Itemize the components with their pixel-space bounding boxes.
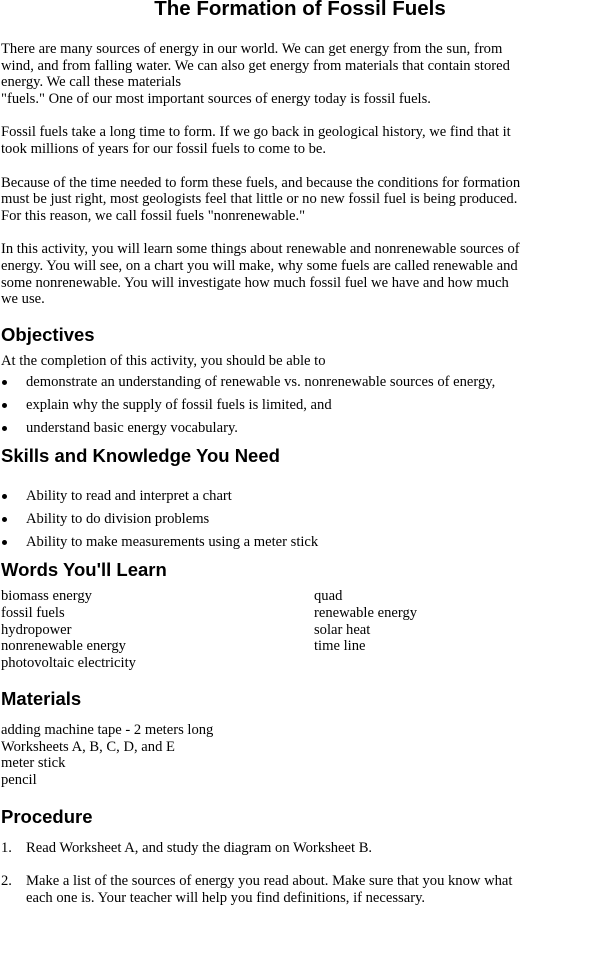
text-line: took millions of years for our fossil fuels to come to be.: [1, 140, 327, 157]
list-item-text: Ability to make measurements using a meter stick: [26, 534, 319, 551]
list-item: [1, 534, 599, 557]
procedure-heading: Procedure: [1, 805, 93, 827]
bullet-icon: [2, 403, 7, 408]
document-page: [1, 0, 599, 906]
text-line: There are many sources of energy in our world. We can get energy from the sun, from: [1, 41, 503, 57]
text-line: wind, and from falling water. We can also get energy from materials that contain stored: [1, 57, 510, 74]
vocabulary-column-1: [1, 588, 314, 671]
materials-list: [1, 722, 599, 788]
bullet-icon: [2, 540, 7, 545]
intro-paragraph-1: [1, 41, 599, 107]
vocab-word: quad: [314, 588, 343, 605]
bullet-icon: [2, 517, 7, 522]
material-item: meter stick: [1, 755, 66, 772]
list-item: [1, 488, 599, 511]
page-title: The Formation of Fossil Fuels: [154, 0, 446, 20]
step-number: 1.: [1, 839, 12, 856]
list-item-text: Ability to do division problems: [26, 511, 210, 528]
vocabulary-column-2: [314, 588, 599, 671]
list-item-text: understand basic energy vocabulary.: [26, 420, 238, 437]
text-line: some nonrenewable. You will investigate how much fossil fuel we have and how much: [1, 274, 509, 291]
text-line: energy. You will see, on a chart you will make, why some fuels are called renewable and: [1, 257, 518, 274]
text-line: energy. We call these materials: [1, 74, 182, 91]
bullet-icon: [2, 426, 7, 431]
skills-heading: Skills and Knowledge You Need: [1, 445, 280, 467]
intro-paragraph-4: [1, 241, 599, 307]
vocab-word: solar heat: [314, 621, 371, 638]
text-line: Because of the time needed to form these fuels, and because the conditions for formation: [1, 174, 521, 191]
procedure-step: [1, 873, 599, 906]
text-line: we use.: [1, 291, 45, 308]
vocab-word: photovoltaic electricity: [1, 654, 136, 671]
material-item: adding machine tape - 2 meters long: [1, 722, 214, 739]
objectives-list: [1, 374, 599, 443]
list-item: [1, 511, 599, 534]
step-text: Read Worksheet A, and study the diagram on Worksheet B.: [26, 839, 373, 856]
vocab-word: nonrenewable energy: [1, 638, 126, 655]
words-heading: Words You'll Learn: [1, 559, 167, 581]
list-item: [1, 420, 599, 443]
list-item-text: demonstrate an understanding of renewable vs. nonrenewable sources of energy,: [26, 374, 496, 391]
text-line: In this activity, you will learn some things about renewable and nonrenewable sources of: [1, 241, 520, 258]
objectives-heading: Objectives: [1, 323, 95, 345]
list-item: [1, 374, 599, 397]
vocab-word: fossil fuels: [1, 604, 65, 621]
vocab-word: time line: [314, 638, 366, 655]
bullet-icon: [2, 494, 7, 499]
material-item: Worksheets A, B, C, D, and E: [1, 738, 175, 755]
list-item-text: Ability to read and interpret a chart: [26, 488, 232, 505]
procedure-steps: [1, 840, 599, 907]
text-line: Fossil fuels take a long time to form. If we go back in geological history, we find that it: [1, 124, 511, 141]
list-item-text: explain why the supply of fossil fuels is limited, and: [26, 397, 332, 414]
material-item: pencil: [1, 772, 37, 789]
skills-list: [1, 488, 599, 557]
intro-paragraph-3: [1, 175, 599, 225]
text-line: "fuels." One of our most important sources of energy today is fossil fuels.: [1, 90, 431, 107]
materials-heading: Materials: [1, 688, 82, 710]
objectives-lead: At the completion of this activity, you should be able to: [1, 352, 326, 369]
step-number: 2.: [1, 873, 12, 890]
step-text: each one is. Your teacher will help you find definitions, if necessary.: [26, 889, 426, 906]
step-text: Make a list of the sources of energy you read about. Make sure that you know what: [26, 873, 513, 890]
text-line: must be just right, most geologists feel that little or no new fossil fuel is being produced.: [1, 191, 518, 208]
vocab-word: renewable energy: [314, 604, 418, 621]
bullet-icon: [2, 380, 7, 385]
list-item: [1, 397, 599, 420]
vocab-word: hydropower: [1, 621, 72, 638]
vocab-word: biomass energy: [1, 588, 92, 605]
procedure-step: [1, 840, 599, 857]
intro-paragraph-2: [1, 124, 599, 157]
vocabulary-columns: [1, 588, 599, 671]
text-line: For this reason, we call fossil fuels "nonrenewable.": [1, 207, 306, 224]
